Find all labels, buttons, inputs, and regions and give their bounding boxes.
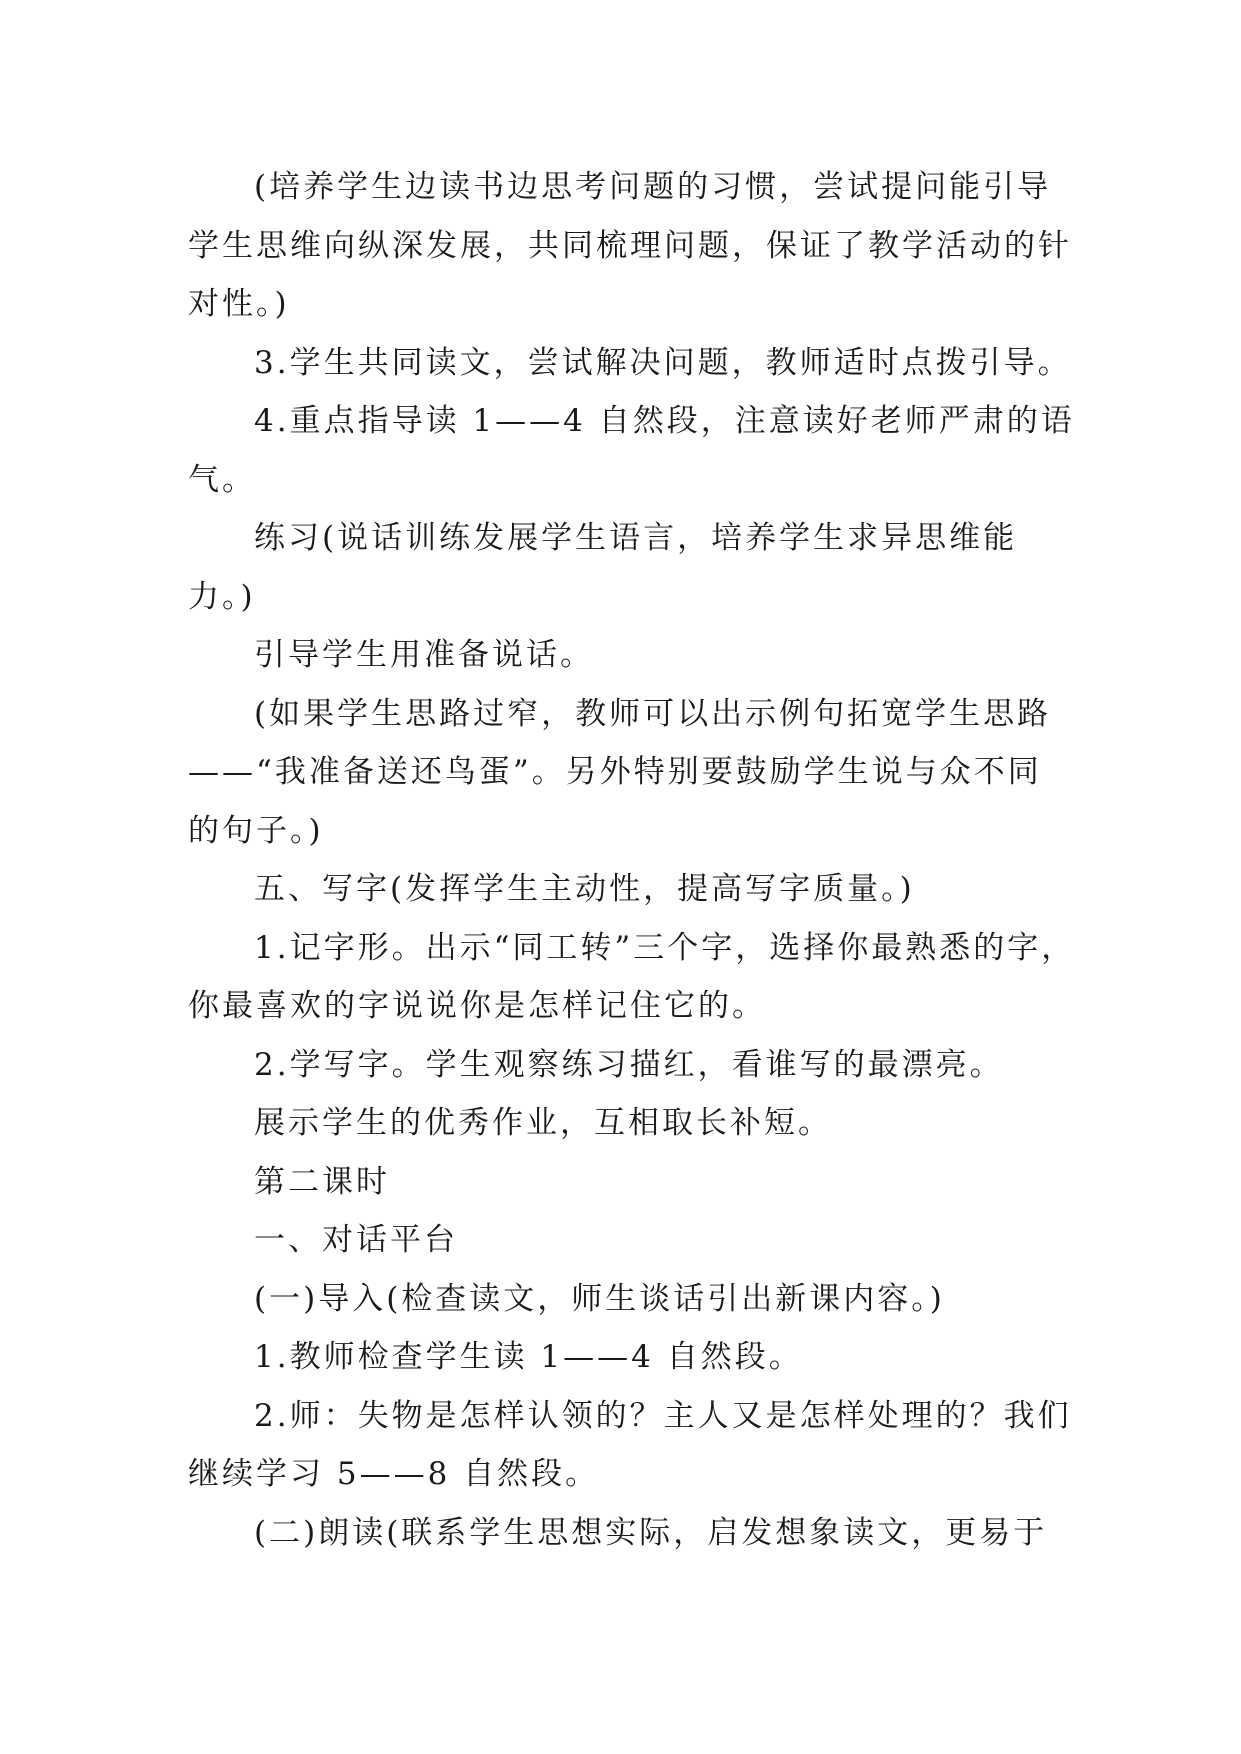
text-line: 1.记字形。出示“同工转”三个字，选择你最熟悉的字， — [254, 929, 1076, 966]
text-line: 对性。) — [188, 286, 290, 322]
text-line: 气。 — [188, 461, 256, 498]
text-line: 你最喜欢的字说说你是怎样记住它的。 — [188, 988, 766, 1024]
text-line: 2.师：失物是怎样认领的？主人又是怎样处理的？我们 — [254, 1397, 1072, 1434]
text-line: 3.学生共同读文，尝试解决问题，教师适时点拨引导。 — [254, 344, 1072, 381]
text-line: 的句子。) — [188, 812, 324, 849]
text-line: 学生思维向纵深发展，共同梳理问题，保证了教学活动的针 — [188, 227, 1072, 264]
document-body — [188, 158, 1076, 1562]
text-line: 继续学习 5——8 自然段。 — [188, 1456, 600, 1492]
text-line: 展示学生的优秀作业，互相取长补短。 — [254, 1105, 832, 1141]
text-line: 4.重点指导读 1——4 自然段，注意读好老师严肃的语 — [254, 403, 1075, 439]
text-line: (二)朗读(联系学生思想实际，启发想象读文，更易于 — [254, 1514, 1048, 1551]
text-line: (培养学生边读书边思考问题的习惯，尝试提问能引导 — [254, 169, 1052, 205]
text-line: (一)导入(检查读文，师生谈话引出新课内容。) — [254, 1280, 945, 1317]
text-line: 2.学写字。学生观察练习描红，看谁写的最漂亮。 — [254, 1046, 1004, 1083]
text-line: (如果学生思路过窄，教师可以出示例句拓宽学生思路 — [254, 695, 1052, 732]
text-line: 力。) — [188, 578, 256, 615]
text-line: 一、对话平台 — [254, 1222, 458, 1258]
text-line: 1.教师检查学生读 1——4 自然段。 — [254, 1339, 803, 1375]
text-line: 练习(说话训练发展学生语言，培养学生求异思维能 — [254, 520, 1018, 556]
text-line: 第二课时 — [254, 1163, 390, 1200]
text-line: 引导学生用准备说话。 — [254, 637, 594, 673]
text-line: ——“我准备送还鸟蛋”。另外特别要鼓励学生说与众不同 — [188, 754, 1042, 790]
text-line: 五、写字(发挥学生主动性，提高写字质量。) — [254, 871, 915, 907]
